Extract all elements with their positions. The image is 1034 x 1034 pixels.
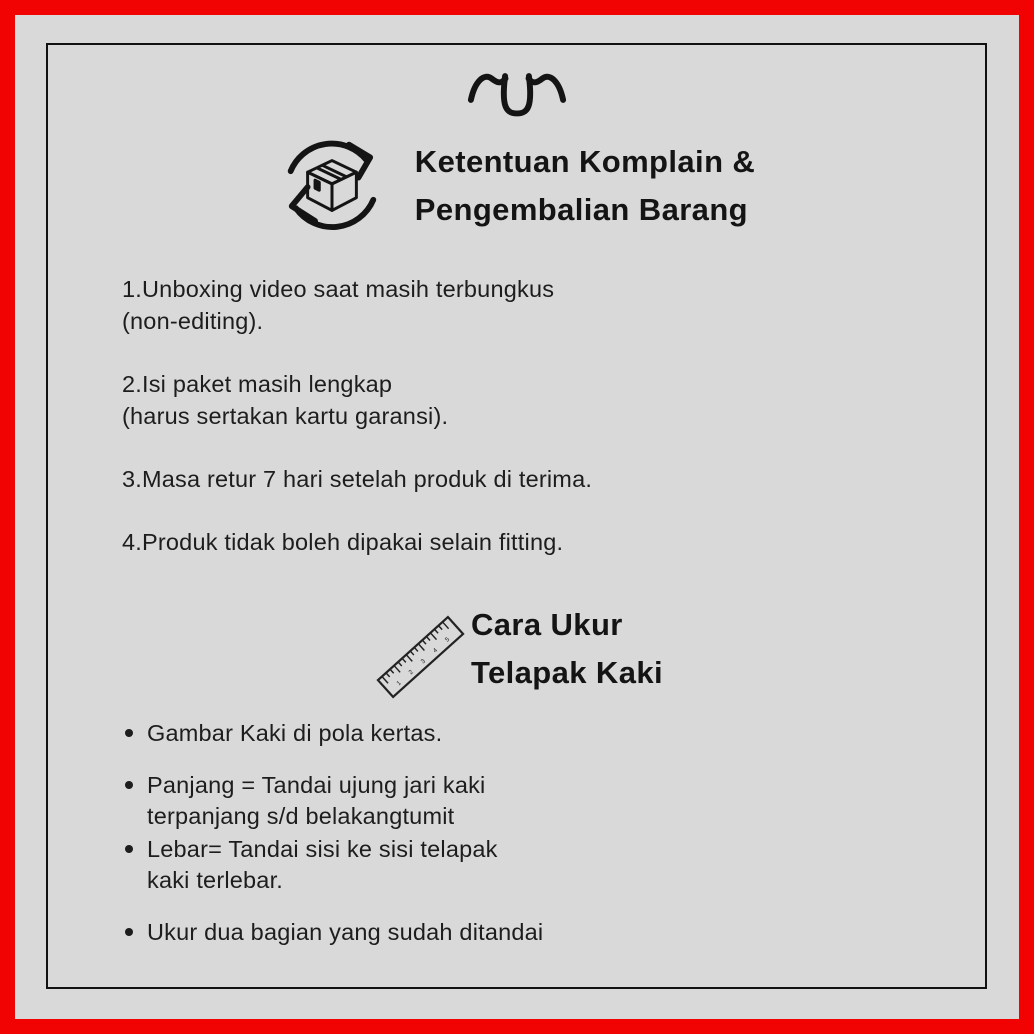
list-item-line: 4.Produk tidak boleh dipakai selain fitting. <box>122 529 564 555</box>
bullet-line: Panjang = Tandai ujung jari kaki <box>147 772 486 798</box>
list-item-line: 2.Isi paket masih lengkap <box>122 371 393 397</box>
svg-text:1: 1 <box>395 679 403 688</box>
bullet-line: terpanjang s/d belakangtumit <box>147 803 455 829</box>
bullet-item <box>125 917 959 948</box>
brand-logo <box>15 57 1019 119</box>
list-item <box>122 273 959 337</box>
complaint-title-line2: Pengembalian Barang <box>414 192 748 227</box>
svg-text:3: 3 <box>419 657 427 666</box>
bullet-text <box>147 770 485 832</box>
svg-text:4: 4 <box>431 646 440 655</box>
bullet-line: Gambar Kaki di pola kertas. <box>147 720 443 746</box>
list-item-line: (harus sertakan kartu garansi). <box>122 403 449 429</box>
bullet-dot-icon <box>125 928 133 936</box>
svg-text:5: 5 <box>443 635 452 644</box>
brand-squiggle-icon <box>465 57 569 119</box>
list-item <box>122 368 959 432</box>
list-item-line: 3.Masa retur 7 hari setelah produk di terima. <box>122 466 593 492</box>
bullet-text <box>147 834 498 896</box>
measure-title-line1: Cara Ukur <box>470 607 623 642</box>
bullet-line: kaki terlebar. <box>147 867 284 893</box>
list-item <box>122 463 959 495</box>
list-item <box>122 526 959 558</box>
bullet-item <box>125 718 959 749</box>
svg-text:2: 2 <box>407 668 415 677</box>
complaint-terms-list <box>122 273 959 589</box>
measure-section-title <box>471 601 663 697</box>
ruler-icon <box>371 599 467 699</box>
list-item-line: 1.Unboxing video saat masih terbungkus <box>122 276 555 302</box>
complaint-section-title <box>415 138 755 234</box>
list-item-line: (non-editing). <box>122 308 264 334</box>
bullet-item <box>125 770 959 832</box>
bullet-line: Ukur dua bagian yang sudah ditandai <box>147 919 544 945</box>
measure-steps-list <box>125 718 959 969</box>
bullet-item <box>125 834 959 896</box>
measure-title-line2: Telapak Kaki <box>470 655 664 690</box>
bullet-dot-icon <box>125 845 133 853</box>
bullet-line: Lebar= Tandai sisi ke sisi telapak <box>147 836 498 862</box>
bullet-text <box>147 718 442 749</box>
card-inner <box>15 15 1019 1019</box>
package-return-cycle-icon <box>279 130 385 242</box>
bullet-dot-icon <box>125 781 133 789</box>
complaint-title-line1: Ketentuan Komplain & <box>414 144 756 179</box>
complaint-section-header <box>15 130 1019 242</box>
bullet-text <box>147 917 543 948</box>
measure-section-header <box>15 599 1019 699</box>
bullet-dot-icon <box>125 729 133 737</box>
